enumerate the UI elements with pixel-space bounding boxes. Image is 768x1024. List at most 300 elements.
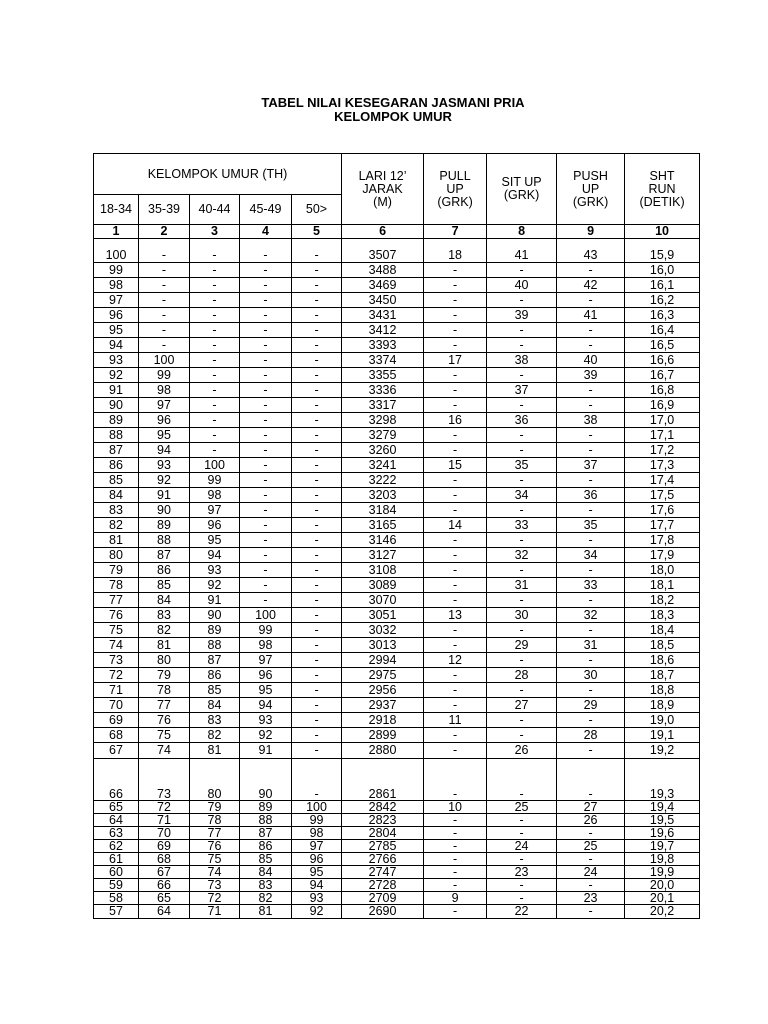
table-cell: 40 [557, 353, 625, 368]
table-cell: 86 [190, 668, 240, 683]
table-cell: 82 [139, 623, 190, 638]
table-cell: - [292, 743, 342, 759]
table-cell: 16,0 [625, 263, 700, 278]
table-cell: - [292, 653, 342, 668]
table-cell: 11 [424, 713, 487, 728]
table-cell: - [424, 563, 487, 578]
table-cell: 70 [139, 827, 190, 840]
table-cell: 92 [240, 728, 292, 743]
table-cell: 18,8 [625, 683, 700, 698]
table-cell: 3279 [342, 428, 424, 443]
document-title [0, 96, 768, 124]
table-cell: - [557, 398, 625, 413]
table-cell: 25 [487, 801, 557, 814]
table-cell: 17,8 [625, 533, 700, 548]
table-cell: 92 [190, 578, 240, 593]
table-cell: 75 [139, 728, 190, 743]
table-cell: 72 [190, 892, 240, 905]
table-row [94, 827, 700, 840]
table-cell: 38 [487, 353, 557, 368]
table-cell: 91 [139, 488, 190, 503]
table-cell: - [240, 563, 292, 578]
table-cell: 16,9 [625, 398, 700, 413]
table-cell: - [487, 503, 557, 518]
table-cell: 2975 [342, 668, 424, 683]
age-group-1: 18-34 [94, 195, 139, 225]
age-group-3: 40-44 [190, 195, 240, 225]
table-cell: - [557, 428, 625, 443]
table-cell: 89 [94, 413, 139, 428]
table-cell: - [292, 638, 342, 653]
table-cell: 2785 [342, 840, 424, 853]
column-number-3: 3 [190, 225, 240, 239]
table-cell: - [424, 323, 487, 338]
table-cell: - [424, 503, 487, 518]
table-cell: 77 [94, 593, 139, 608]
table-cell: 92 [292, 905, 342, 919]
table-cell: 18,3 [625, 608, 700, 623]
table-cell: 59 [94, 879, 139, 892]
table-cell: - [292, 368, 342, 383]
table-cell: 84 [94, 488, 139, 503]
table-cell: - [292, 548, 342, 563]
table-cell: 19,6 [625, 827, 700, 840]
table-cell: - [424, 853, 487, 866]
table-cell: 42 [557, 278, 625, 293]
table-cell: 2766 [342, 853, 424, 866]
fitness-score-table [93, 153, 700, 919]
table-cell: 24 [557, 866, 625, 879]
table-cell: - [557, 827, 625, 840]
table-cell: - [292, 239, 342, 264]
table-cell: - [292, 683, 342, 698]
table-cell: 15,9 [625, 239, 700, 264]
table-cell: 77 [190, 827, 240, 840]
table-cell: - [292, 533, 342, 548]
table-cell: 70 [94, 698, 139, 713]
column-number-7: 7 [424, 225, 487, 239]
table-cell: 95 [190, 533, 240, 548]
table-cell: 16,8 [625, 383, 700, 398]
table-row [94, 653, 700, 668]
table-cell: 69 [94, 713, 139, 728]
table-cell: - [292, 759, 342, 802]
table-cell: 3317 [342, 398, 424, 413]
table-cell: - [240, 578, 292, 593]
table-cell: 96 [240, 668, 292, 683]
table-cell: - [487, 759, 557, 802]
table-cell: 19,8 [625, 853, 700, 866]
table-cell: 79 [190, 801, 240, 814]
table-cell: - [139, 239, 190, 264]
table-cell: 76 [139, 713, 190, 728]
table-cell: - [424, 443, 487, 458]
table-cell: 98 [139, 383, 190, 398]
table-cell: 19,2 [625, 743, 700, 759]
table-cell: 73 [190, 879, 240, 892]
table-cell: 67 [94, 743, 139, 759]
table-cell: - [292, 608, 342, 623]
table-cell: - [292, 473, 342, 488]
table-row [94, 879, 700, 892]
table-cell: - [487, 814, 557, 827]
header-sht-run: SHT RUN (DETIK) [625, 154, 700, 225]
table-cell: 17,7 [625, 518, 700, 533]
table-cell: 3241 [342, 458, 424, 473]
table-cell: 40 [487, 278, 557, 293]
table-cell: 66 [139, 879, 190, 892]
table-cell: - [424, 623, 487, 638]
table-cell: 83 [94, 503, 139, 518]
table-cell: - [487, 827, 557, 840]
table-cell: 2880 [342, 743, 424, 759]
table-cell: 93 [240, 713, 292, 728]
table-cell: 3127 [342, 548, 424, 563]
header-pull-up: PULL UP (GRK) [424, 154, 487, 225]
table-cell: - [190, 368, 240, 383]
table-cell: - [292, 338, 342, 353]
table-cell: 3431 [342, 308, 424, 323]
table-cell: - [292, 383, 342, 398]
table-cell: - [292, 593, 342, 608]
table-cell: 96 [292, 853, 342, 866]
table-cell: 13 [424, 608, 487, 623]
table-cell: - [240, 293, 292, 308]
table-cell: - [240, 443, 292, 458]
table-cell: - [487, 473, 557, 488]
table-cell: - [240, 548, 292, 563]
table-cell: - [557, 293, 625, 308]
table-cell: - [424, 698, 487, 713]
table-cell: - [240, 308, 292, 323]
table-cell: - [557, 743, 625, 759]
table-cell: 85 [190, 683, 240, 698]
table-cell: - [424, 814, 487, 827]
table-cell: - [292, 353, 342, 368]
table-cell: - [557, 533, 625, 548]
table-row [94, 398, 700, 413]
table-row [94, 503, 700, 518]
table-cell: 94 [190, 548, 240, 563]
table-row [94, 368, 700, 383]
table-cell: 85 [94, 473, 139, 488]
table-cell: 100 [139, 353, 190, 368]
table-cell: - [557, 653, 625, 668]
table-cell: - [240, 338, 292, 353]
table-cell: 18,1 [625, 578, 700, 593]
table-cell: - [557, 593, 625, 608]
table-cell: - [424, 668, 487, 683]
table-cell: 29 [487, 638, 557, 653]
table-cell: 99 [190, 473, 240, 488]
table-cell: 84 [240, 866, 292, 879]
title-line-1: TABEL NILAI KESEGARAN JASMANI PRIA [261, 95, 525, 110]
table-cell: - [557, 683, 625, 698]
table-cell: 68 [139, 853, 190, 866]
table-cell: - [292, 443, 342, 458]
table-cell: 86 [94, 458, 139, 473]
table-cell: 76 [94, 608, 139, 623]
table-row [94, 683, 700, 698]
table-row [94, 473, 700, 488]
table-cell: - [190, 428, 240, 443]
table-cell: - [424, 743, 487, 759]
table-cell: 18,2 [625, 593, 700, 608]
table-row [94, 308, 700, 323]
column-number-2: 2 [139, 225, 190, 239]
table-cell: 97 [292, 840, 342, 853]
table-cell: - [557, 503, 625, 518]
table-cell: 19,0 [625, 713, 700, 728]
table-cell: 41 [487, 239, 557, 264]
table-row [94, 518, 700, 533]
table-cell: 12 [424, 653, 487, 668]
table-cell: 17,4 [625, 473, 700, 488]
table-cell: 3374 [342, 353, 424, 368]
table-cell: 97 [190, 503, 240, 518]
table-cell: 30 [557, 668, 625, 683]
table-cell: 94 [240, 698, 292, 713]
table-cell: 67 [139, 866, 190, 879]
header-sit-up: SIT UP (GRK) [487, 154, 557, 225]
table-cell: 90 [94, 398, 139, 413]
table-cell: 83 [240, 879, 292, 892]
table-cell: 63 [94, 827, 139, 840]
table-cell: - [557, 383, 625, 398]
table-cell: - [240, 323, 292, 338]
table-cell: 86 [139, 563, 190, 578]
table-cell: 24 [487, 840, 557, 853]
table-cell: 3469 [342, 278, 424, 293]
table-cell: 30 [487, 608, 557, 623]
table-cell: 83 [139, 608, 190, 623]
table-cell: 17,0 [625, 413, 700, 428]
header-push-up: PUSH UP (GRK) [557, 154, 625, 225]
table-cell: 76 [190, 840, 240, 853]
table-cell: 98 [94, 278, 139, 293]
table-cell: - [190, 239, 240, 264]
table-cell: 3203 [342, 488, 424, 503]
table-cell: 22 [487, 905, 557, 919]
table-cell: 80 [139, 653, 190, 668]
table-cell: - [292, 563, 342, 578]
table-cell: 99 [240, 623, 292, 638]
table-cell: - [139, 308, 190, 323]
table-cell: 16,7 [625, 368, 700, 383]
table-cell: 2747 [342, 866, 424, 879]
table-cell: 88 [190, 638, 240, 653]
table-cell: 25 [557, 840, 625, 853]
table-cell: 16,6 [625, 353, 700, 368]
table-cell: 18,5 [625, 638, 700, 653]
table-cell: - [292, 488, 342, 503]
table-cell: 86 [240, 840, 292, 853]
table-cell: - [240, 383, 292, 398]
table-cell: 9 [424, 892, 487, 905]
table-cell: 17,6 [625, 503, 700, 518]
table-cell: - [424, 866, 487, 879]
table-cell: 26 [487, 743, 557, 759]
table-cell: 33 [487, 518, 557, 533]
table-cell: - [292, 578, 342, 593]
table-row [94, 488, 700, 503]
table-row [94, 548, 700, 563]
table-cell: - [424, 840, 487, 853]
table-row [94, 853, 700, 866]
table-cell: 34 [487, 488, 557, 503]
table-row [94, 578, 700, 593]
table-cell: - [292, 713, 342, 728]
title-line-2: KELOMPOK UMUR [334, 109, 452, 124]
table-cell: 3165 [342, 518, 424, 533]
table-cell: - [292, 728, 342, 743]
table-cell: - [292, 293, 342, 308]
table-cell: 28 [487, 668, 557, 683]
table-cell: 36 [557, 488, 625, 503]
table-cell: - [424, 638, 487, 653]
table-cell: 23 [487, 866, 557, 879]
table-cell: 2918 [342, 713, 424, 728]
table-cell: 79 [139, 668, 190, 683]
table-cell: 14 [424, 518, 487, 533]
table-cell: 3108 [342, 563, 424, 578]
table-row [94, 239, 700, 264]
table-cell: - [487, 593, 557, 608]
table-cell: 16,4 [625, 323, 700, 338]
table-cell: 91 [190, 593, 240, 608]
table-cell: 94 [94, 338, 139, 353]
table-row [94, 728, 700, 743]
table-cell: - [557, 905, 625, 919]
table-cell: 92 [94, 368, 139, 383]
table-cell: - [424, 488, 487, 503]
table-cell: - [487, 563, 557, 578]
table-cell: - [139, 293, 190, 308]
table-cell: 41 [557, 308, 625, 323]
table-cell: 18 [424, 239, 487, 264]
table-cell: - [424, 879, 487, 892]
table-cell: - [424, 398, 487, 413]
table-cell: - [424, 278, 487, 293]
table-cell: 20,2 [625, 905, 700, 919]
table-cell: 10 [424, 801, 487, 814]
table-cell: - [190, 323, 240, 338]
table-cell: 94 [139, 443, 190, 458]
table-cell: - [487, 368, 557, 383]
table-cell: 95 [94, 323, 139, 338]
table-row [94, 892, 700, 905]
table-cell: 89 [190, 623, 240, 638]
table-cell: - [557, 338, 625, 353]
table-row [94, 563, 700, 578]
table-cell: - [424, 293, 487, 308]
table-cell: - [139, 323, 190, 338]
table-cell: 27 [487, 698, 557, 713]
table-row [94, 293, 700, 308]
table-cell: - [292, 308, 342, 323]
table-cell: 17,5 [625, 488, 700, 503]
table-cell: - [240, 533, 292, 548]
table-cell: 81 [94, 533, 139, 548]
table-cell: 2709 [342, 892, 424, 905]
table-cell: - [240, 473, 292, 488]
table-cell: 20,1 [625, 892, 700, 905]
table-cell: - [292, 458, 342, 473]
table-cell: 99 [292, 814, 342, 827]
table-cell: - [240, 353, 292, 368]
table-cell: 15 [424, 458, 487, 473]
table-cell: 3260 [342, 443, 424, 458]
table-cell: - [424, 759, 487, 802]
table-cell: - [190, 383, 240, 398]
table-cell: - [292, 323, 342, 338]
table-cell: 90 [190, 608, 240, 623]
table-cell: - [292, 398, 342, 413]
table-row [94, 905, 700, 919]
table-cell: - [240, 263, 292, 278]
table-cell: 23 [557, 892, 625, 905]
table-cell: 20,0 [625, 879, 700, 892]
table-cell: 19,1 [625, 728, 700, 743]
table-cell: - [424, 383, 487, 398]
table-cell: - [190, 263, 240, 278]
table-cell: 17,2 [625, 443, 700, 458]
table-cell: 87 [94, 443, 139, 458]
table-row [94, 428, 700, 443]
table-cell: - [240, 239, 292, 264]
table-cell: 26 [557, 814, 625, 827]
table-cell: - [487, 728, 557, 743]
table-cell: 17,1 [625, 428, 700, 443]
table-cell: 74 [94, 638, 139, 653]
table-cell: 3070 [342, 593, 424, 608]
table-cell: 93 [139, 458, 190, 473]
table-cell: 16,5 [625, 338, 700, 353]
table-cell: 87 [190, 653, 240, 668]
table-cell: 71 [190, 905, 240, 919]
table-row [94, 443, 700, 458]
table-cell: 75 [94, 623, 139, 638]
table-cell: 94 [292, 879, 342, 892]
column-number-6: 6 [342, 225, 424, 239]
table-cell: 95 [240, 683, 292, 698]
table-cell: 99 [94, 263, 139, 278]
table-cell: - [424, 728, 487, 743]
table-cell: 62 [94, 840, 139, 853]
table-cell: - [240, 428, 292, 443]
table-cell: 60 [94, 866, 139, 879]
table-cell: - [292, 623, 342, 638]
table-row [94, 338, 700, 353]
table-cell: 100 [94, 239, 139, 264]
table-cell: 96 [94, 308, 139, 323]
table-cell: 75 [190, 853, 240, 866]
table-cell: 3298 [342, 413, 424, 428]
table-cell: 99 [139, 368, 190, 383]
table-cell: 3222 [342, 473, 424, 488]
table-cell: - [292, 428, 342, 443]
table-cell: 16,2 [625, 293, 700, 308]
table-cell: - [557, 879, 625, 892]
table-cell: 93 [190, 563, 240, 578]
table-cell: 34 [557, 548, 625, 563]
table-cell: 19,4 [625, 801, 700, 814]
table-cell: 93 [94, 353, 139, 368]
table-cell: - [190, 293, 240, 308]
table-cell: - [190, 413, 240, 428]
table-row [94, 278, 700, 293]
table-cell: 18,9 [625, 698, 700, 713]
